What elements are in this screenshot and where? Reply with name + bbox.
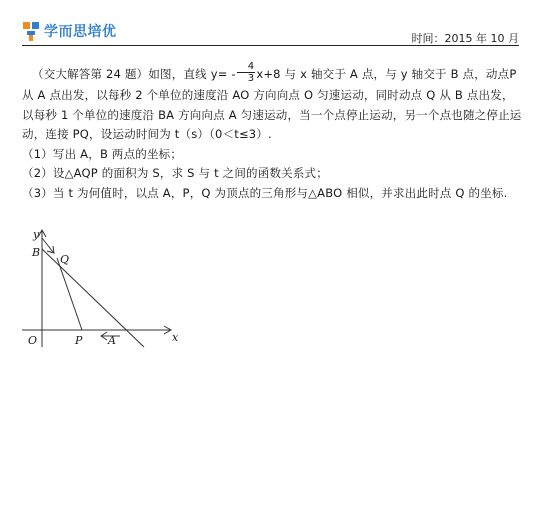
line-ba [42,249,144,347]
fraction-denominator: 3 [247,73,255,84]
question-1: （1）写出 A，B 两点的坐标； [22,146,183,161]
question-3: （3）当 t 为何值时，以点 A，P，Q 为顶点的三角形与△ABO 相似，并求出此时点 Q 的坐标. [22,185,508,200]
intro-end: x+8 与 x 轴交于 A 点，与 y 轴交于 B 点，动点 [256,67,510,81]
question-2: （2）设△AQP 的面积为 S，求 S 与 t 之间的函数关系式； [22,166,328,180]
label-q: Q [60,253,70,266]
label-p: P [75,334,83,347]
intro-start: （交大解答第 24 题）如图，直线 y= - [32,67,236,81]
segment-pq [57,258,82,330]
label-b: B [32,246,41,259]
geometry-figure [20,225,200,350]
label-a: A [108,334,116,347]
label-x: x [172,331,179,344]
header-rule [22,45,519,46]
brand-logo-icon [22,20,40,42]
problem-intro [22,63,522,145]
label-o: O [28,334,38,347]
date-label: 时间：2015 年 10 月 [411,32,519,45]
brand-name: 学而思培优 [44,24,117,40]
problem-body: P 从 A 点出发，以每秒 2 个单位的速度沿 AO 方向向点 O 匀速运动，同时动点 Q 从 B 点出发，以每秒 1 个单位的速度沿 BA 方向向点 A 匀速运动，当一个点停止运动，另一个点也随之停止运动，连接 PQ，设运动时间为 t（s）（0＜t≤3）. [22,67,522,141]
problem-text [22,63,522,203]
page-header [0,0,541,46]
label-y: y [33,228,40,241]
brand-logo [22,18,117,44]
fraction-numerator: 4 [237,61,256,73]
fraction [237,61,256,84]
